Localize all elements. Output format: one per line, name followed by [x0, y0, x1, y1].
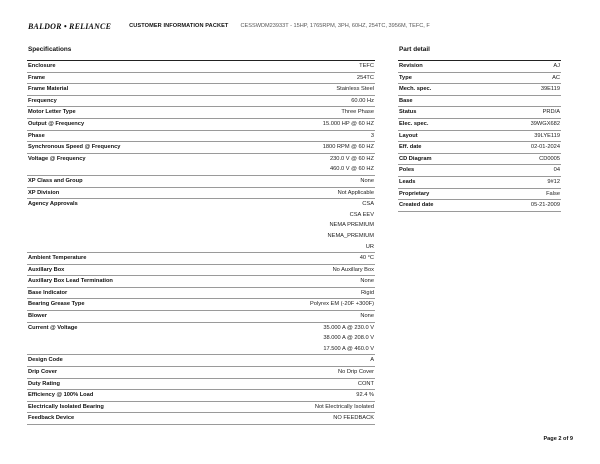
row-value: 39WGX682 [530, 120, 560, 127]
row-values [84, 119, 375, 130]
spec-row [27, 265, 375, 277]
row-value: NEMA PREMIUM [329, 222, 374, 229]
spec-row [27, 199, 375, 253]
part-detail-row [398, 96, 561, 108]
row-values [76, 107, 375, 118]
row-value: 04 [553, 167, 560, 174]
spec-row [27, 323, 375, 356]
row-values [63, 355, 375, 366]
row-label: Voltage @ Frequency [28, 155, 86, 162]
row-values [57, 96, 375, 107]
spec-row [27, 299, 375, 311]
row-values [113, 276, 375, 287]
row-value: Not Applicable [337, 189, 374, 196]
part-detail-heading: Part detail [399, 46, 430, 53]
row-value: 15.000 HP @ 60 HZ [322, 120, 374, 127]
spec-row [27, 367, 375, 379]
row-value: 254TC [356, 74, 374, 81]
specifications-heading: Specifications [28, 46, 72, 53]
row-values [64, 265, 375, 276]
row-values [60, 379, 375, 390]
row-values [421, 142, 561, 153]
part-detail-row [398, 177, 561, 189]
row-label: Efficiency @ 100% Load [28, 392, 94, 399]
row-value: False [546, 190, 560, 197]
row-value: AJ [553, 63, 560, 69]
brand-logo: BALDOR • RELIANCE [28, 21, 112, 31]
row-values [120, 142, 375, 153]
part-detail-row [398, 73, 561, 85]
row-value: 17.500 A @ 460.0 V [323, 345, 374, 352]
row-values [432, 154, 561, 165]
row-value: CONT [357, 380, 374, 387]
row-value: None [360, 313, 374, 320]
row-value: None [360, 278, 374, 285]
row-value: 9#12 [547, 178, 560, 185]
row-value: 02-01-2024 [530, 144, 560, 151]
row-label: Status [399, 109, 417, 116]
row-value: 40 °C [359, 255, 374, 262]
row-label: Synchronous Speed @ Frequency [28, 144, 121, 151]
part-detail-row [398, 154, 561, 166]
row-label: Mech. spec. [399, 86, 432, 93]
row-label: Electrically Isolated Bearing [28, 403, 104, 410]
row-value: UR [365, 243, 374, 250]
spec-row [27, 61, 375, 73]
part-detail-row [398, 165, 561, 177]
row-values [74, 413, 375, 424]
row-value: 230.0 V @ 60 HZ [329, 155, 374, 162]
row-value: 60.00 Hz [351, 97, 374, 104]
row-label: Created date [399, 202, 434, 209]
row-label: CD Diagram [399, 155, 432, 162]
specifications-table [27, 60, 375, 425]
part-detail-row [398, 84, 561, 96]
row-value: TEFC [359, 63, 374, 69]
row-value: CD0005 [539, 155, 560, 162]
row-value: Not Electrically Isolated [314, 403, 374, 410]
row-values [83, 176, 375, 187]
row-label: Elec. spec. [399, 120, 429, 127]
row-values [47, 311, 375, 322]
row-value: 05-21-2009 [530, 202, 560, 209]
row-value: NO FEEDBACK [333, 415, 374, 422]
spec-row [27, 73, 375, 85]
spec-row [27, 355, 375, 367]
spec-row [27, 402, 375, 414]
row-values [45, 73, 375, 84]
row-values [68, 84, 375, 95]
row-label: Agency Approvals [28, 201, 78, 208]
row-label: Poles [399, 167, 415, 174]
spec-row [27, 188, 375, 200]
row-values [428, 119, 561, 130]
row-label: Blower [28, 313, 47, 320]
row-label: XP Division [28, 189, 60, 196]
spec-row [27, 107, 375, 119]
row-values [413, 96, 561, 107]
row-values [93, 390, 375, 401]
row-value: AC [552, 74, 560, 81]
row-value: 39LYE119 [534, 132, 560, 139]
row-value: 39E119 [540, 86, 560, 93]
row-label: Drip Cover [28, 369, 58, 376]
row-label: Bearing Grease Type [28, 301, 85, 308]
row-label: XP Class and Group [28, 177, 83, 184]
spec-row [27, 390, 375, 402]
spec-row [27, 379, 375, 391]
row-values [414, 165, 561, 176]
spec-row [27, 142, 375, 154]
part-detail-table [398, 60, 561, 212]
row-value: 35.000 A @ 230.0 V [323, 324, 374, 331]
spec-row [27, 84, 375, 96]
row-label: Ambient Temperature [28, 255, 87, 262]
row-values [104, 402, 375, 413]
row-values [416, 107, 561, 118]
row-label: Enclosure [28, 63, 56, 69]
row-values [59, 188, 375, 199]
row-values [67, 288, 375, 299]
row-values [415, 177, 561, 188]
row-value: Three Phase [341, 109, 374, 116]
row-label: Duty Rating [28, 380, 60, 387]
row-value: Rigid [361, 289, 374, 296]
spec-row [27, 276, 375, 288]
spec-row [27, 253, 375, 265]
row-label: Motor Letter Type [28, 109, 76, 116]
row-value: None [360, 177, 374, 184]
row-label: Base [399, 97, 413, 104]
row-values [84, 299, 375, 310]
row-label: Revision [399, 63, 423, 69]
row-values [57, 367, 375, 378]
row-label: Frame Material [28, 86, 69, 93]
row-label: Type [399, 74, 412, 81]
row-label: Design Code [28, 357, 63, 364]
spec-row [27, 413, 375, 425]
row-value: Polyrex EM (-20F +300F) [309, 301, 374, 308]
row-value [413, 96, 561, 107]
row-value: No Drip Cover [337, 369, 374, 376]
row-values [431, 84, 561, 95]
row-label: Frame [28, 74, 46, 81]
row-values [77, 323, 375, 355]
row-value: A [370, 357, 374, 364]
row-value: 3 [370, 132, 374, 139]
part-detail-row [398, 107, 561, 119]
row-value: 38.000 A @ 208.0 V [323, 335, 374, 342]
row-value: 1800 RPM @ 60 HZ [322, 144, 374, 151]
row-values [433, 200, 561, 211]
part-detail-row [398, 200, 561, 212]
part-detail-row [398, 131, 561, 143]
row-label: Phase [28, 132, 45, 139]
spec-row [27, 176, 375, 188]
part-detail-row [398, 142, 561, 154]
spec-row [27, 311, 375, 323]
row-values [429, 189, 561, 200]
spec-row [27, 288, 375, 300]
row-label: Layout [399, 132, 418, 139]
row-label: Base Indicator [28, 289, 68, 296]
row-label: Eff. date [399, 144, 422, 151]
row-label: Proprietary [399, 190, 430, 197]
catalog-description: CESSWDM23933T - 15HP, 1765RPM, 3PH, 60HZ, 254TC, 3956M, TEFC, F [240, 23, 430, 29]
row-label: Auxillary Box Lead Termination [28, 278, 113, 285]
row-values [412, 73, 561, 84]
row-label: Current @ Voltage [28, 324, 78, 331]
row-values [78, 199, 375, 252]
row-label: Frequency [28, 97, 57, 104]
row-value: 92.4 % [356, 392, 374, 399]
row-values [45, 131, 375, 142]
row-values [418, 131, 561, 142]
row-value: No Auxillary Box [332, 266, 374, 273]
spec-row [27, 119, 375, 131]
row-label: Feedback Device [28, 415, 75, 422]
row-label: Output @ Frequency [28, 120, 85, 127]
row-value: PRD/A [542, 109, 560, 116]
part-detail-row [398, 119, 561, 131]
row-value: NEMA_PREMIUM [327, 232, 374, 239]
page-header [28, 20, 580, 32]
row-values [86, 253, 375, 264]
page-number: Page 2 of 9 [543, 436, 573, 442]
row-values [56, 61, 376, 72]
row-values [86, 154, 375, 175]
part-detail-row [398, 61, 561, 73]
spec-row [27, 131, 375, 143]
row-label: Leads [399, 178, 416, 185]
row-value: CSA [362, 201, 374, 208]
row-values [423, 61, 561, 72]
row-label: Auxillary Box [28, 266, 65, 273]
document-title: CUSTOMER INFORMATION PACKET [129, 23, 229, 29]
row-value: CSA EEV [349, 211, 374, 218]
spec-row [27, 96, 375, 108]
part-detail-row [398, 189, 561, 201]
spec-row [27, 154, 375, 176]
row-value: Stainless Steel [336, 86, 374, 93]
row-value: 460.0 V @ 60 HZ [329, 166, 374, 173]
